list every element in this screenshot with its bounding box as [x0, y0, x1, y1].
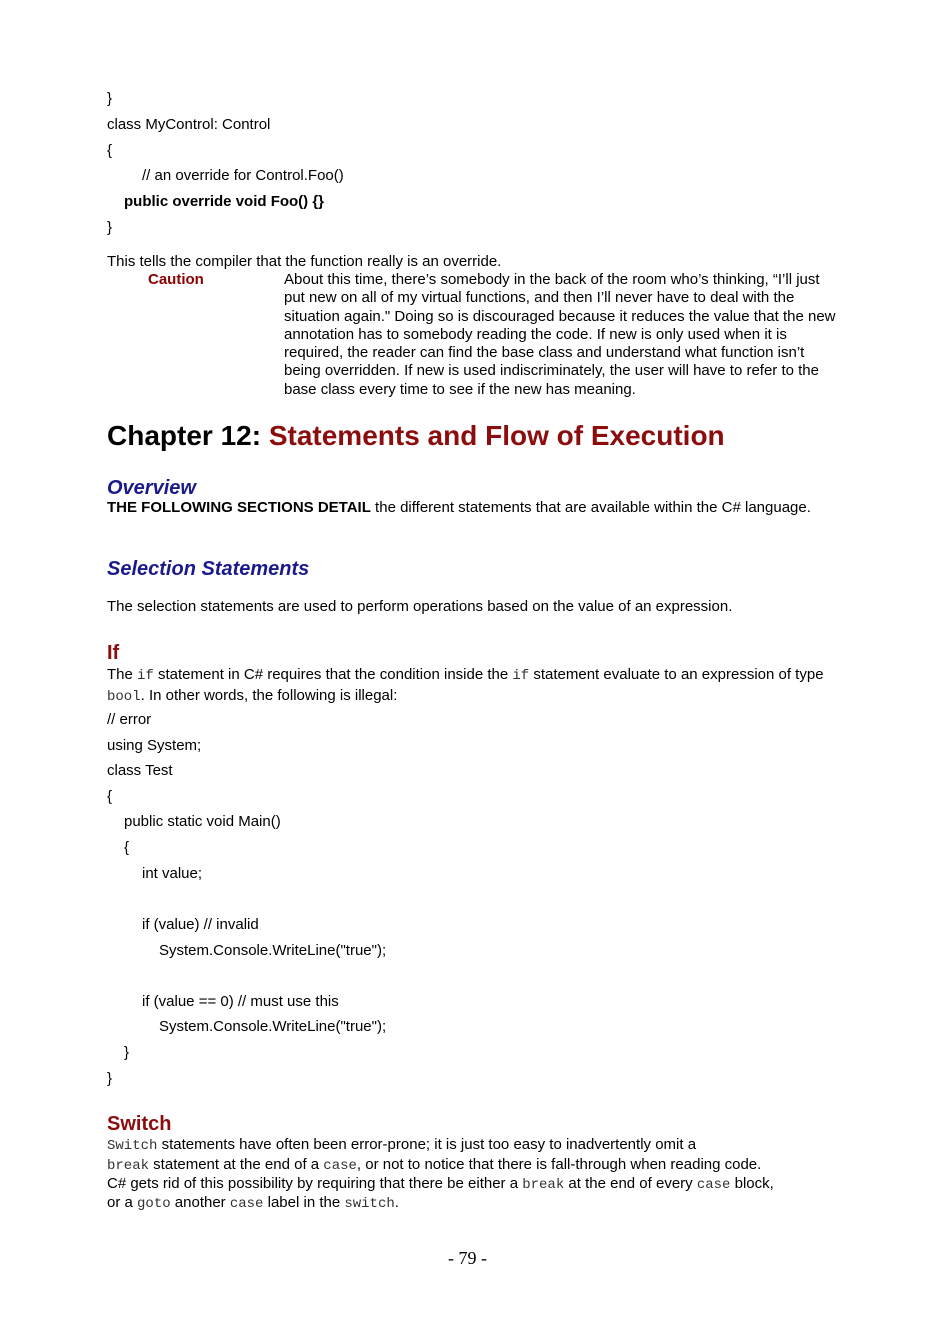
text-run: at the end of every	[564, 1175, 697, 1192]
inline-code: if	[137, 668, 154, 684]
chapter-number: Chapter 12:	[107, 420, 262, 451]
caution-label: Caution	[148, 271, 204, 288]
code-line: public override void Foo() {}	[124, 193, 325, 210]
inline-code: Switch	[107, 1138, 158, 1154]
inline-code: if	[512, 668, 530, 684]
switch-text-line	[107, 1194, 399, 1213]
code-line: if (value == 0) // must use this	[142, 993, 339, 1010]
page-number: - 79 -	[448, 1248, 487, 1268]
text-run: , or not to notice that there is fall-through when reading code.	[356, 1156, 762, 1173]
text-run: statements have often been error-prone; it is just too easy to inadvertently omit a	[157, 1136, 697, 1153]
code-line: class MyControl: Control	[107, 116, 271, 133]
text-run: statement at the end of a	[149, 1156, 324, 1173]
code-line: }	[107, 90, 113, 107]
if-text	[107, 665, 827, 707]
code-line: using System;	[107, 737, 202, 754]
inline-code: switch	[344, 1196, 395, 1212]
code-line: class Test	[107, 762, 173, 779]
selection-heading: Selection Statements	[107, 558, 310, 580]
switch-text-line	[107, 1156, 761, 1175]
code-line: {	[107, 142, 113, 159]
overview-lead: THE FOLLOWING SECTIONS DETAIL	[107, 499, 371, 516]
switch-text-line	[107, 1136, 696, 1155]
code-line: {	[124, 839, 130, 856]
text-run: statement evaluate to an expression of type	[529, 666, 824, 683]
text-run: statement in C# requires that the condition inside the	[153, 666, 513, 683]
inline-code: break	[107, 1158, 150, 1174]
inline-code: bool	[107, 689, 141, 705]
overview-heading: Overview	[107, 477, 196, 499]
code-line: if (value) // invalid	[142, 916, 259, 933]
inline-code: break	[522, 1177, 565, 1193]
code-line: }	[124, 1044, 130, 1061]
body-text: This tells the compiler that the function really is an override.	[107, 253, 502, 270]
inline-code: case	[229, 1196, 264, 1212]
code-line: public static void Main()	[124, 813, 281, 830]
selection-text: The selection statements are used to perform operations based on the value of an expression.	[107, 598, 733, 615]
inline-code: goto	[137, 1196, 171, 1212]
inline-code: case	[323, 1158, 357, 1174]
caution-text: About this time, there’s somebody in the back of the room who’s thinking, “I’ll just put new on all of my virtual functions, and then I’ll never have to deal with the situation again." Doing so is discouraged because it reduces the value that the new annotation has to somebody reading the code. If new is only used when it is required, the reader can find the base class and understand what function isn’t being overridden. If new is used indiscriminately, the user will have to refer to the base class every time to see if the new has meaning.	[284, 271, 836, 398]
code-line: System.Console.WriteLine("true");	[159, 1018, 387, 1035]
overview-rest: the different statements that are available within the C# language.	[370, 499, 811, 516]
text-run: The	[107, 666, 138, 683]
switch-heading: Switch	[107, 1113, 172, 1135]
code-line: {	[107, 788, 113, 805]
if-heading: If	[107, 642, 120, 664]
text-run: block,	[730, 1175, 774, 1192]
code-line: // error	[107, 711, 152, 728]
code-line: System.Console.WriteLine("true");	[159, 942, 387, 959]
text-run: C# gets rid of this possibility by requiring that there be either a	[107, 1175, 523, 1192]
text-run: another	[170, 1194, 230, 1211]
overview-text	[107, 499, 827, 518]
chapter-heading	[107, 419, 725, 453]
text-run: .	[394, 1194, 399, 1211]
code-line: }	[107, 219, 113, 236]
code-line: // an override for Control.Foo()	[142, 167, 344, 184]
code-line: int value;	[142, 865, 203, 882]
text-run: or a	[107, 1194, 138, 1211]
text-run: . In other words, the following is illegal:	[140, 687, 398, 704]
switch-text-line	[107, 1175, 774, 1194]
chapter-title: Statements and Flow of Execution	[268, 420, 725, 451]
inline-code: case	[696, 1177, 731, 1193]
text-run: label in the	[263, 1194, 345, 1211]
code-line: }	[107, 1070, 113, 1087]
